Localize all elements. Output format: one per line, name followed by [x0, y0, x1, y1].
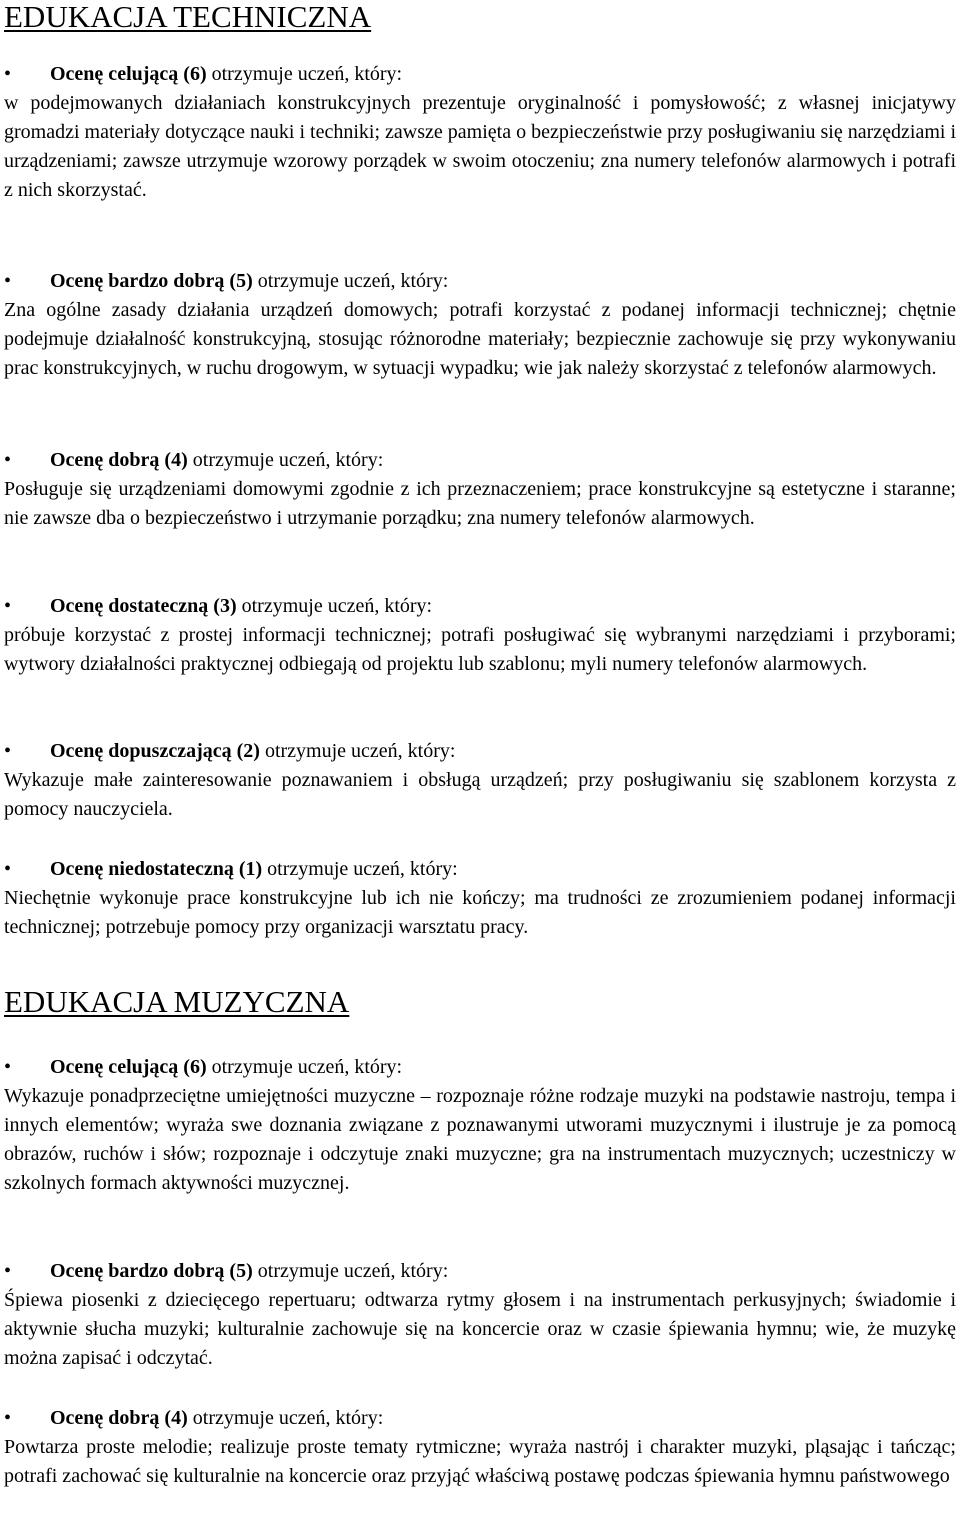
- section-title-technical: EDUKACJA TECHNICZNA: [4, 0, 372, 34]
- grade-block-music-4: [4, 1404, 956, 1491]
- grade-block-music-5: [4, 1257, 956, 1373]
- grade-name: Ocenę celującą (6): [50, 63, 207, 85]
- bullet-icon: •: [4, 1056, 12, 1078]
- grade-description: Wykazuje małe zainteresowanie poznawaniem i obsługą urządzeń; przy posługiwaniu się szablonem korzysta z pomocy nauczyciela.: [4, 769, 956, 820]
- grade-suffix: otrzymuje uczeń, który:: [206, 63, 403, 85]
- grade-block-music-6: [4, 1053, 956, 1198]
- grade-name: Ocenę bardzo dobrą (5): [50, 1260, 253, 1282]
- bullet-icon: •: [4, 595, 12, 617]
- grade-name: Ocenę dobrą (4): [50, 1407, 188, 1429]
- bullet-icon: •: [4, 1407, 12, 1429]
- grade-description: próbuje korzystać z prostej informacji technicznej; potrafi posługiwać się wybranymi narzędziami i przyborami; wytwory działalności praktycznej odbiegają od projektu lub szablonu; myli numery telefonów alarmowych.: [4, 624, 956, 675]
- grade-block-technical-2: [4, 737, 956, 824]
- grade-name: Ocenę dobrą (4): [50, 449, 188, 471]
- grade-description: Zna ogólne zasady działania urządzeń domowych; potrafi korzystać z podanej informacji technicznej; chętnie podejmuje działalność konstrukcyjną, stosując różnorodne materiały; bezpiecznie zachowuje się przy wykonywaniu prac konstrukcyjnych, w ruchu drogowym, w sytuacji wypadku; wie jak należy skorzystać z telefonów alarmowych.: [4, 299, 956, 379]
- grade-name: Ocenę bardzo dobrą (5): [50, 270, 253, 292]
- bullet-icon: •: [4, 740, 12, 762]
- grade-suffix: otrzymuje uczeń, który:: [206, 1056, 403, 1078]
- grade-name: Ocenę celującą (6): [50, 1056, 207, 1078]
- grade-description: Niechętnie wykonuje prace konstrukcyjne lub ich nie kończy; ma trudności ze zrozumieniem podanej informacji technicznej; potrzebuje pomocy przy organizacji warsztatu pracy.: [4, 887, 956, 938]
- grade-suffix: otrzymuje uczeń, który:: [187, 1407, 384, 1429]
- bullet-icon: •: [4, 270, 12, 292]
- grade-line: [4, 737, 956, 766]
- grade-suffix: otrzymuje uczeń, który:: [236, 595, 433, 617]
- grade-suffix: otrzymuje uczeń, który:: [262, 858, 458, 880]
- bullet-icon: •: [4, 63, 12, 85]
- grade-line: [4, 1053, 956, 1082]
- grade-description: Powtarza proste melodie; realizuje proste tematy rytmiczne; wyraża nastrój i charakter muzyki, pląsając i tańcząc; potrafi zachować się kulturalnie na koncercie oraz przyjąć właściwą postawę podczas śpiewania hymnu państwowego: [4, 1436, 956, 1487]
- grade-line: [4, 1257, 956, 1286]
- grade-description: Wykazuje ponadprzeciętne umiejętności muzyczne – rozpoznaje różne rodzaje muzyki na podstawie nastroju, tempa i innych elementów; wyraża swe doznania związane z poznawanymi utworami muzycznymi i ilustruje je za pomocą obrazów, ruchów i słów; rozpoznaje i odczytuje znaki muzyczne; gra na instrumentach muzycznych; uczestniczy w szkolnych formach aktywności muzycznej.: [4, 1085, 956, 1194]
- grade-name: Ocenę dopuszczającą (2): [50, 740, 260, 762]
- bullet-icon: •: [4, 858, 12, 880]
- bullet-icon: •: [4, 449, 12, 471]
- grade-suffix: otrzymuje uczeń, który:: [252, 270, 449, 292]
- grade-description: Posługuje się urządzeniami domowymi zgodnie z ich przeznaczeniem; prace konstrukcyjne są estetyczne i staranne; nie zawsze dba o bezpieczeństwo i utrzymanie porządku; zna numery telefonów alarmowych.: [4, 478, 956, 529]
- grade-suffix: otrzymuje uczeń, który:: [252, 1260, 449, 1282]
- grade-block-technical-3: [4, 592, 956, 679]
- section-title-music: EDUKACJA MUZYCZNA: [4, 984, 350, 1019]
- grade-block-technical-5: [4, 267, 956, 383]
- grade-name: Ocenę dostateczną (3): [50, 595, 237, 617]
- grade-description: Śpiewa piosenki z dziecięcego repertuaru; odtwarza rytmy głosem i na instrumentach perkusyjnych; świadomie i aktywnie słucha muzyki; kulturalnie zachowuje się na koncercie oraz w czasie śpiewania hymnu; wie, że muzykę można zapisać i odczytać.: [4, 1289, 956, 1369]
- grade-name: Ocenę niedostateczną (1): [50, 858, 263, 880]
- grade-block-technical-1: [4, 855, 956, 942]
- grade-line: [4, 592, 956, 621]
- grade-line: [4, 446, 956, 475]
- bullet-icon: •: [4, 1260, 12, 1282]
- grade-description: w podejmowanych działaniach konstrukcyjnych prezentuje oryginalność i pomysłowość; z własnej inicjatywy gromadzi materiały dotyczące nauki i techniki; zawsze pamięta o bezpieczeństwie przy posługiwaniu się narzędziami i urządzeniami; zawsze utrzymuje wzorowy porządek w swoim otoczeniu; zna numery telefonów alarmowych i potrafi z nich skorzystać.: [4, 92, 956, 201]
- grade-block-technical-4: [4, 446, 956, 533]
- grade-line: [4, 60, 956, 89]
- grade-suffix: otrzymuje uczeń, który:: [259, 740, 456, 762]
- grade-line: [4, 855, 956, 884]
- grade-line: [4, 267, 956, 296]
- grade-block-technical-6: [4, 60, 956, 205]
- grade-suffix: otrzymuje uczeń, który:: [187, 449, 384, 471]
- grade-line: [4, 1404, 956, 1433]
